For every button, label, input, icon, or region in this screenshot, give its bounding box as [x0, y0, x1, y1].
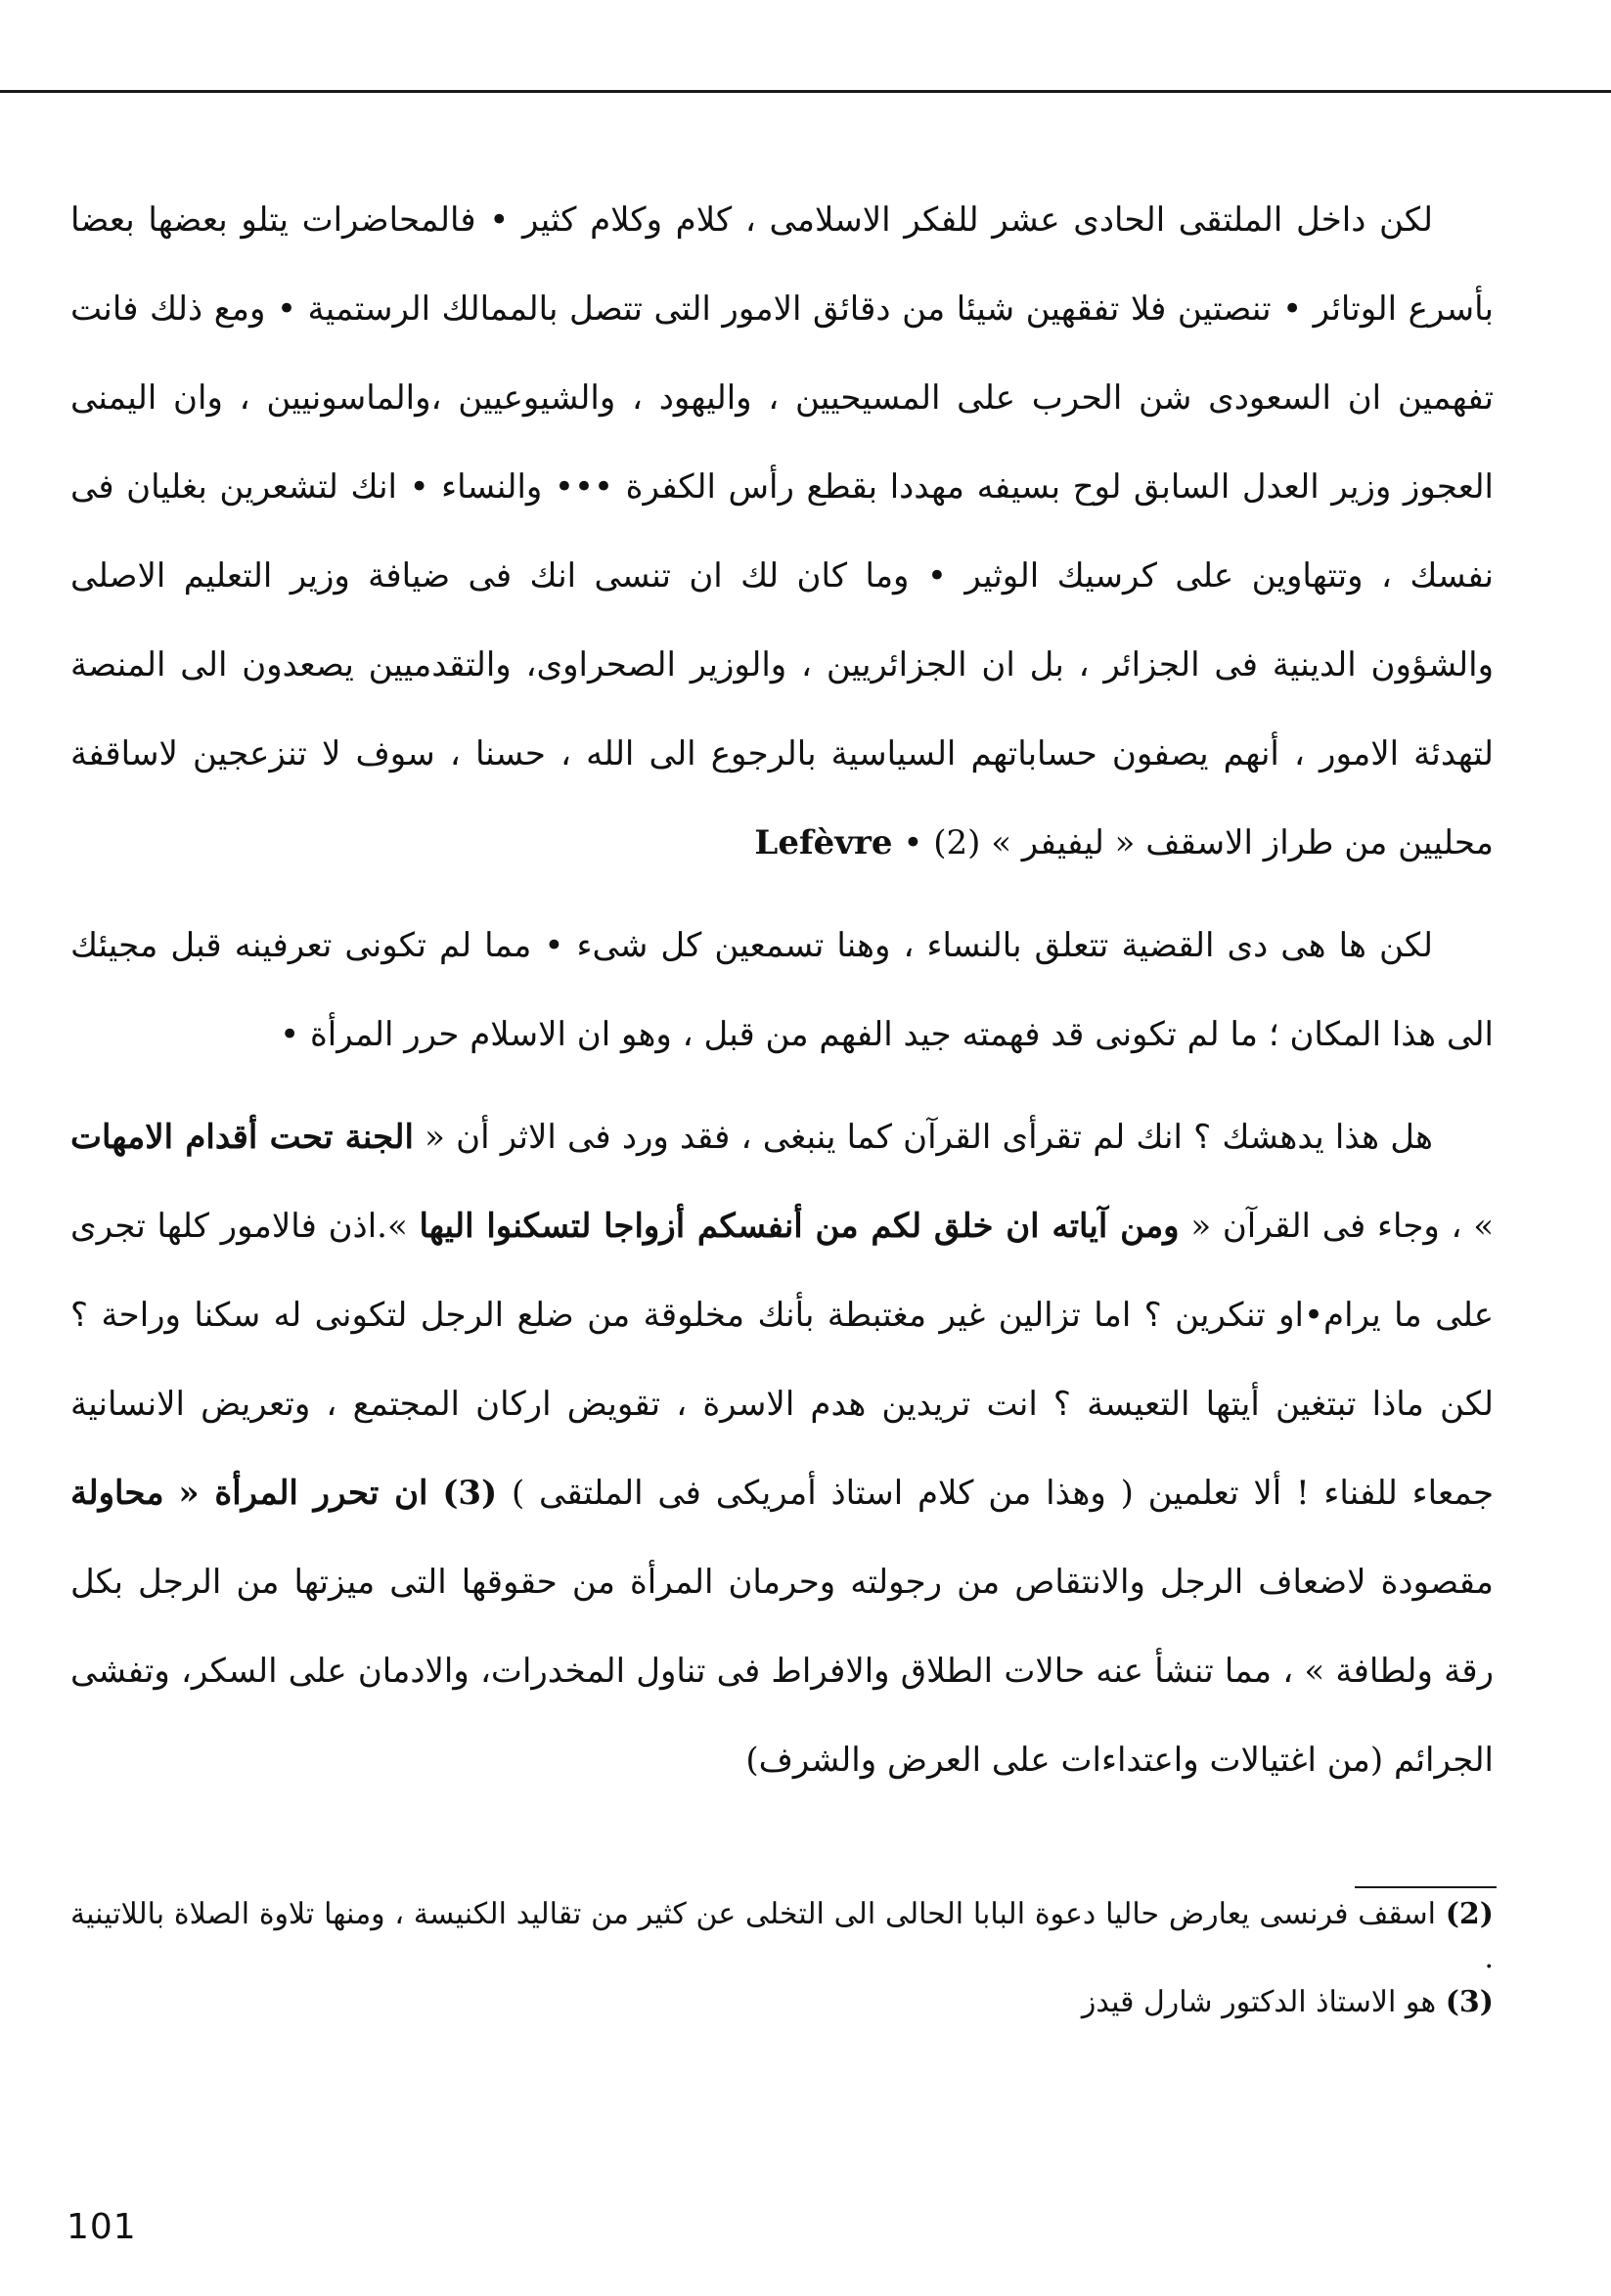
- footnote-2: [70, 1892, 1494, 1980]
- footnote-rule: [1355, 1886, 1497, 1888]
- footnote-ref-3: (3): [442, 1474, 498, 1513]
- paragraph-3-part-e: ».اذن فالامور كلها تجرى على ما يرام•او تنكرين ؟ اما تزالين غير مغتبطة بأنك مخلوقة من ضلع الرجل لتكونى له سكنا وراحة ؟ لكن ماذا تبتغين أيتها التعيسة ؟ انت تريدين هدم الاسرة ، تقويض اركان المجتمع ، وتعريض الانسانية جمعاء للفناء ! ألا تعلمين ( وهذا من كلام استاذ أمريكى فى الملتقى ): [70, 1207, 1495, 1513]
- paragraph-1-tail: • (2): [903, 823, 981, 862]
- footnote-3: [70, 1980, 1494, 2024]
- paragraph-3-part-a: هل هذا يدهشك ؟ انك لم تقرأى القرآن كما ينبغى ، فقد ورد فى الاثر أن «: [425, 1118, 1433, 1157]
- paragraph-2-text: لكن ها هى دى القضية تتعلق بالنساء ، وهنا تسمعين كل شىء • مما لم تكونى تعرفينه قبل مجيئك الى هذا المكان ؛ ما لم تكونى قد فهمته جيد الفهم من قبل ، وهو ان الاسلام حرر المرأة •: [70, 926, 1494, 1054]
- page-number: 101: [67, 2207, 137, 2247]
- quran-quote: ومن آياته ان خلق لكم من أنفسكم أزواجا لتسكنوا اليها: [419, 1207, 1180, 1246]
- footnote-2-text: اسقف فرنسى يعارض حاليا دعوة البابا الحالى الى التخلى عن كثير من تقاليد الكنيسة ، ومنها تلاوة الصلاة باللاتينية .: [70, 1897, 1494, 1975]
- paragraph-3-part-i: مقصودة لاضعاف الرجل والانتقاص من رجولته وحرمان المرأة من حقوقها التى ميزتها من الرجل بكل رقة ولطافة » ، مما تنشأ عنه حالات الطلاق والافراط فى تناول المخدرات، والادمان على السكر، وتفشى الجرائم (من اغتيالات واعتداءات على العرض والشرف): [70, 1563, 1494, 1780]
- paragraph-3-part-h: محاولة: [70, 1474, 164, 1513]
- paragraph-1: [70, 176, 1494, 888]
- paragraph-1-text: لكن داخل الملتقى الحادى عشر للفكر الاسلامى ، كلام وكلام كثير • فالمحاضرات يتلو بعضها بعضا بأسرع الوتائر • تنصتين فلا تفقهين شيئا من دقائق الامور التى تتصل بالممالك الرستمية • ومع ذلك فانت تفهمين ان السعودى شن الحرب على المسيحيين ، واليهود ، والشيوعيين ،والماسونيين ، وان اليمنى العجوز وزير العدل السابق لوح بسيفه مهددا بقطع رأس الكفرة ••• والنساء • انك لتشعرين بغليان فى نفسك ، وتتهاوين على كرسيك الوثير • وما كان لك ان تنسى انك فى ضيافة وزير التعليم الاصلى والشؤون الدينية فى الجزائر ، بل ان الجزائريين ، والوزير الصحراوى، والتقدميين يصعدون الى المنصة لتهدئة الامور ، أنهم يصفون حساباتهم السياسية بالرجوع الى الله ، حسنا ، سوف لا تنزعجين لاساقفة محليين من طراز الاسقف « ليفيفر »: [70, 200, 1494, 862]
- paragraph-3: [70, 1093, 1494, 1805]
- paragraph-3-part-c: » ، وجاء فى القرآن «: [1190, 1207, 1495, 1246]
- latin-name: Lefèvre: [754, 823, 893, 862]
- paragraph-2: [70, 902, 1494, 1080]
- footnotes: [70, 1892, 1494, 2024]
- footnote-2-number: (2): [1445, 1897, 1494, 1931]
- main-body-text: [70, 176, 1494, 1819]
- hadith-quote: الجنة تحت أقدام الامهات: [70, 1118, 414, 1157]
- footnote-3-number: (3): [1445, 1985, 1494, 2019]
- top-rule: [0, 90, 1611, 93]
- footnote-3-text: هو الاستاذ الدكتور شارل قيدز: [1081, 1985, 1437, 2019]
- paragraph-3-part-g: ان تحرر المرأة «: [178, 1474, 428, 1513]
